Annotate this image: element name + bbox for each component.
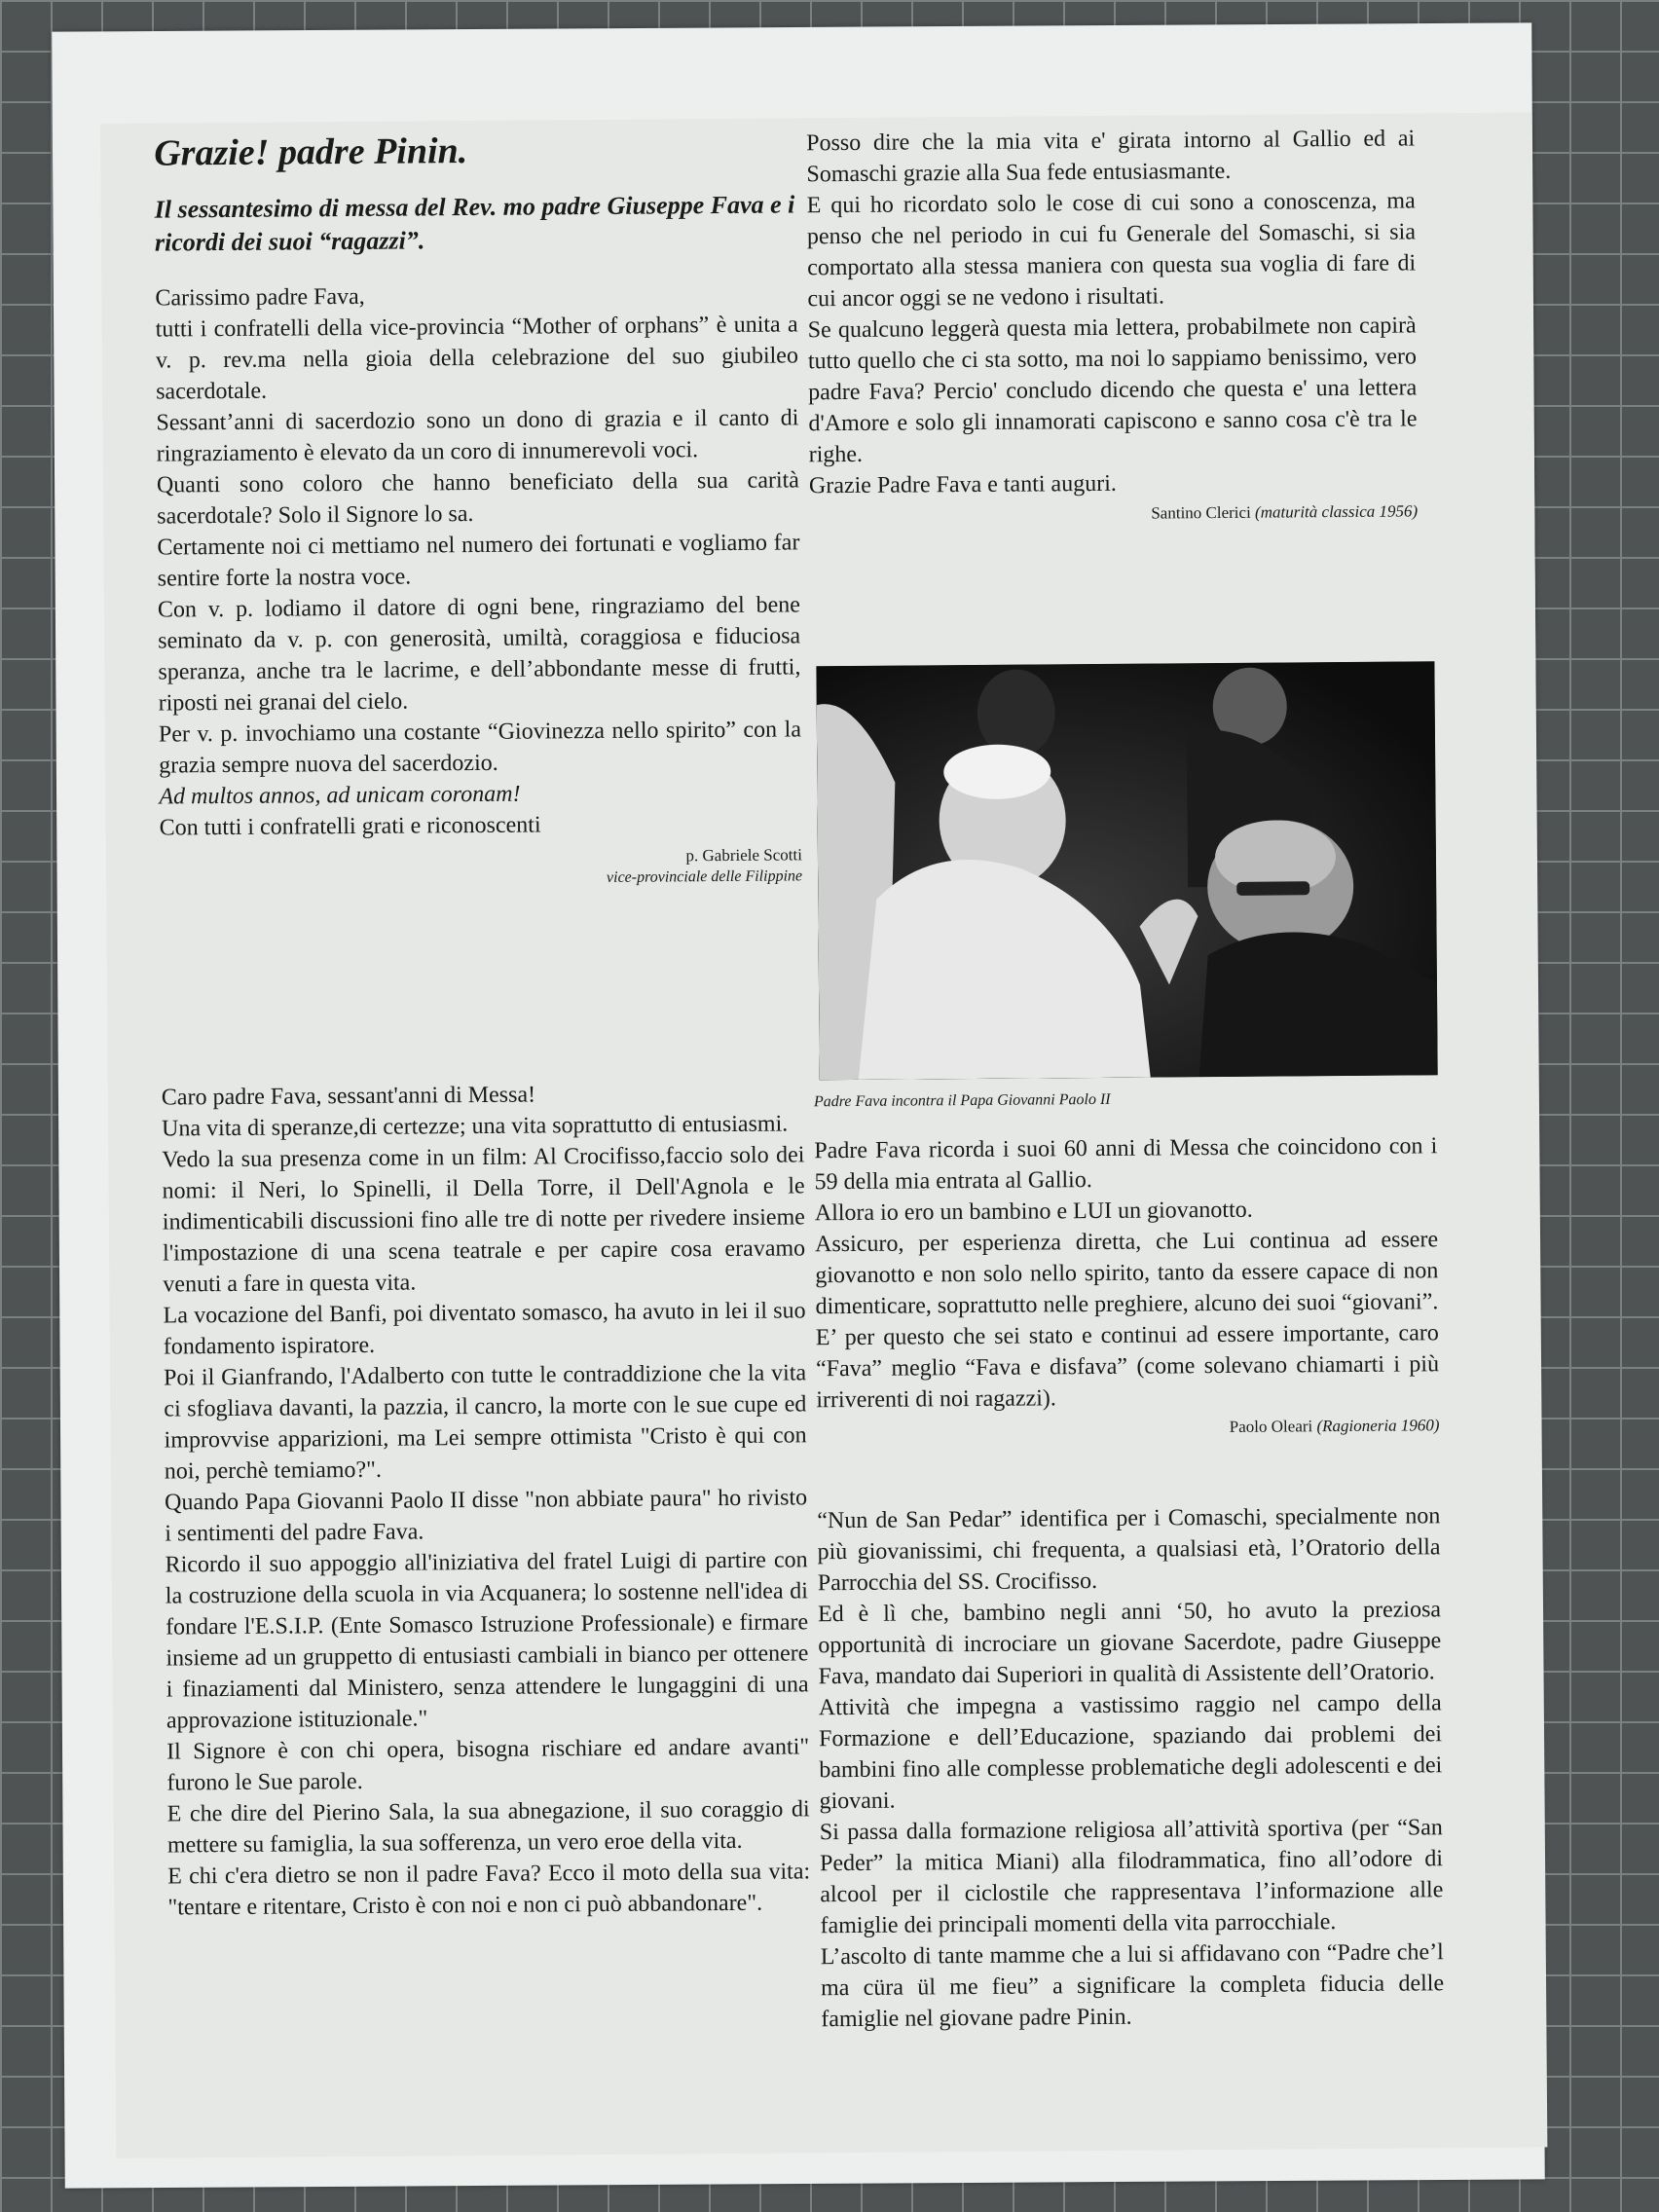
paragraph: L’ascolto di tante mamme che a lui si affidavano con “Padre che’l ma cüra ül me fieu” a significare la completa fiducia delle famiglie nel giovane padre Pinin. — [820, 1939, 1445, 2033]
photo-image — [816, 661, 1437, 1080]
paragraph: Sessant’anni di sacerdozio sono un dono di grazia e il canto di ringraziamento è elevato da un coro di innumerevoli voci. — [156, 405, 799, 467]
letter-scotti — [155, 277, 802, 892]
paragraph: “Nun de San Pedar” identifica per i Comaschi, specialmente non più giovanissimi, chi frequenta, a qualsiasi età, l’Oratorio della Parrocchia del SS. Crocifisso. — [817, 1503, 1441, 1597]
signature-role: vice-provinciale delle Filippine — [606, 867, 803, 886]
paragraph: E qui ho ricordato solo le cose di cui sono a conoscenza, ma penso che nel periodo in cui fu Generale del Somaschi, si sia comportato alla stessa maniera con questa sua voglia di fare di cui ancor oggi se ne vedono i risultati. — [806, 188, 1417, 313]
paragraph: La vocazione del Banfi, poi diventato somasco, ha avuto in lei il suo fondamento ispiratore. — [163, 1298, 806, 1360]
article-title: Grazie! padre Pinin. — [154, 130, 468, 174]
paragraph: Si passa dalla formazione religiosa all’attività sportiva (per “San Peder” la mitica Miani) alla filodrammatica, fino all’odore di alcool per il ciclostile che rappresentava l’informazione alle famiglie dei principali momenti della vita parrocchiale. — [819, 1815, 1444, 1939]
paragraph: Padre Fava ricorda i suoi 60 anni di Messa che coincidono con i 59 della mia entrata al Gallio. — [814, 1133, 1438, 1196]
paragraph: Una vita di speranze,di certezze; una vita soprattutto di entusiasmi. — [162, 1111, 789, 1142]
signature-name: Paolo Oleari — [1229, 1417, 1313, 1436]
letter-continuation — [806, 123, 1418, 527]
signature-oleari — [816, 1415, 1439, 1441]
paragraph: Il Signore è con chi opera, bisogna rischiare ed andare avanti" furono le Sue parole. — [166, 1734, 810, 1796]
paragraph: E che dire del Pierino Sala, la sua abnegazione, il suo coraggio di mettere su famiglia, la sua sofferenza, un vero eroe della vita. — [166, 1796, 810, 1859]
paragraph: Quando Papa Giovanni Paolo II disse "non abbiate paura" ho rivisto i sentimenti del padre Fava. — [165, 1485, 808, 1547]
paragraph: E chi c'era dietro se non il padre Fava? Ecco il moto della sua vita: "tentare e ritentare, Cristo è con noi e non ci può abbandonare". — [167, 1859, 811, 1921]
letter-san-pedar — [817, 1500, 1444, 2035]
signature-name: p. Gabriele Scotti — [685, 845, 802, 866]
paragraph: tutti i confratelli della vice-provincia “Mother of orphans” è unita a v. p. rev.ma nella gioia della celebrazione del suo giubileo sacerdotale. — [155, 312, 798, 405]
paragraph: Poi il Gianfrando, l'Adalberto con tutte le contraddizione che la vita ci sfogliava davanti, la pazzia, il cancro, la morte con le sue cupe ed improvvise apparizioni, ma Lei sempre ottimista "Cristo è qui con noi, perchè temiamo?". — [164, 1360, 807, 1485]
latin-blessing: Ad multos annos, ad unicam coronam! — [159, 781, 521, 810]
paragraph: Assicuro, per esperienza diretta, che Lui continua ad essere giovanotto e non solo nello spirito, tanto da essere capace di non dimenticare, soprattutto nelle preghiere, alcuno dei suoi “giovani”. — [814, 1227, 1439, 1320]
paragraph: Con v. p. lodiamo il datore di ogni bene, ringraziamo del bene seminato da v. p. con generosità, umiltà, coraggiosa e fiduciosa speranza, anche tra le lacrime, e dell’abbondante messe di frutti, riposti nei granai del cielo. — [157, 592, 801, 717]
paragraph: Per v. p. invochiamo una costante “Giovinezza nello spirito” con la grazia sempre nuova del sacerdozio. — [158, 717, 802, 779]
paragraph: Quanti sono coloro che hanno beneficiato della sua carità sacerdotale? Solo il Signore lo sa. — [156, 467, 800, 530]
signature-name: Santino Clerici — [1151, 502, 1251, 523]
paragraph: Posso dire che la mia vita e' girata intorno al Gallio ed ai Somaschi grazie alla Sua fede entusiasmante. — [806, 126, 1416, 188]
paragraph: E’ per questo che sei stato e continui ad essere importante, caro “Fava” meglio “Fava e disfava” (come solevano chiamarti i più irriverenti di noi ragazzi). — [815, 1320, 1440, 1414]
paragraph: Certamente noi ci mettiamo nel numero dei fortunati e vogliamo far sentire forte la nostra voce. — [157, 530, 800, 592]
paragraph: Ricordo il suo appoggio all'iniziativa del fratel Luigi di partire con la costruzione della scuola in via Acquanera; lo sostenne nell'idea di fondare l'E.S.I.P. (Ente Somasco Istruzione Professionale) e firmare insieme ad un gruppetto di entusiasti cambiali in bianco per ottenere i finaziamenti dal Ministero, senza attendere le lungaggini di una approvazione istituzionale." — [165, 1547, 809, 1734]
article-subtitle: Il sessantesimo di messa del Rev. mo padre Giuseppe Fava e i ricordi dei suoi “ragazzi”. — [154, 190, 795, 257]
paragraph: Se qualcuno leggerà questa mia lettera, probabilmete non capirà tutto quello che ci sta sotto, ma noi lo sappiamo benissimo, vero padre Fava? Percio' concludo dicendo che questa e' una lettera d'Amore e solo gli innamorati capiscono e sanno cosa c'è tra le righe. — [807, 313, 1418, 468]
article-clipping — [100, 112, 1547, 2157]
signature-clerici — [809, 500, 1418, 527]
paragraph: Ed è lì che, bambino negli anni ‘50, ho avuto la preziosa opportunità di incrociare un giovane Sacerdote, padre Giuseppe Fava, mandato dai Superiori in qualità di Assistente dell’Oratorio. — [817, 1597, 1442, 1690]
paragraph: Carissimo padre Fava, — [155, 283, 365, 312]
signature-note: (maturità classica 1956) — [1254, 501, 1419, 522]
paragraph: Allora io ero un bambino e LUI un giovanotto. — [814, 1197, 1253, 1227]
photo-pope-meeting — [816, 661, 1437, 1080]
signature-note: (Ragioneria 1960) — [1316, 1416, 1440, 1436]
closing-line: Con tutti i confratelli grati e riconoscenti — [159, 812, 541, 841]
letter-caro-padre-fava — [162, 1077, 811, 1923]
paragraph: Attività che impegna a vastissimo raggio nel campo della Formazione e dell’Educazione, spaziando dai problemi dei bambini fino alle complesse problematiche degli adolescenti e dei giovani. — [818, 1690, 1443, 1815]
photo-caption: Padre Fava incontra il Papa Giovanni Paolo II — [813, 1090, 1111, 1111]
paragraph: Grazie Padre Fava e tanti auguri. — [808, 470, 1117, 499]
paragraph: Vedo la sua presenza come in un film: Al Crocifisso,faccio solo dei nomi: il Neri, lo Spinelli, il Della Torre, il Dell'Agnola e le indimenticabili discussioni fino alle tre di notte per rivedere insieme l'impostazione di una scena teatrale e per capire cosa eravamo venuti a fare in questa vita. — [162, 1142, 806, 1298]
paragraph: Caro padre Fava, sessant'anni di Messa! — [161, 1082, 536, 1111]
letter-oleari — [814, 1130, 1439, 1441]
left-column-top — [154, 126, 802, 892]
photo-caption-box — [814, 1087, 1437, 1113]
